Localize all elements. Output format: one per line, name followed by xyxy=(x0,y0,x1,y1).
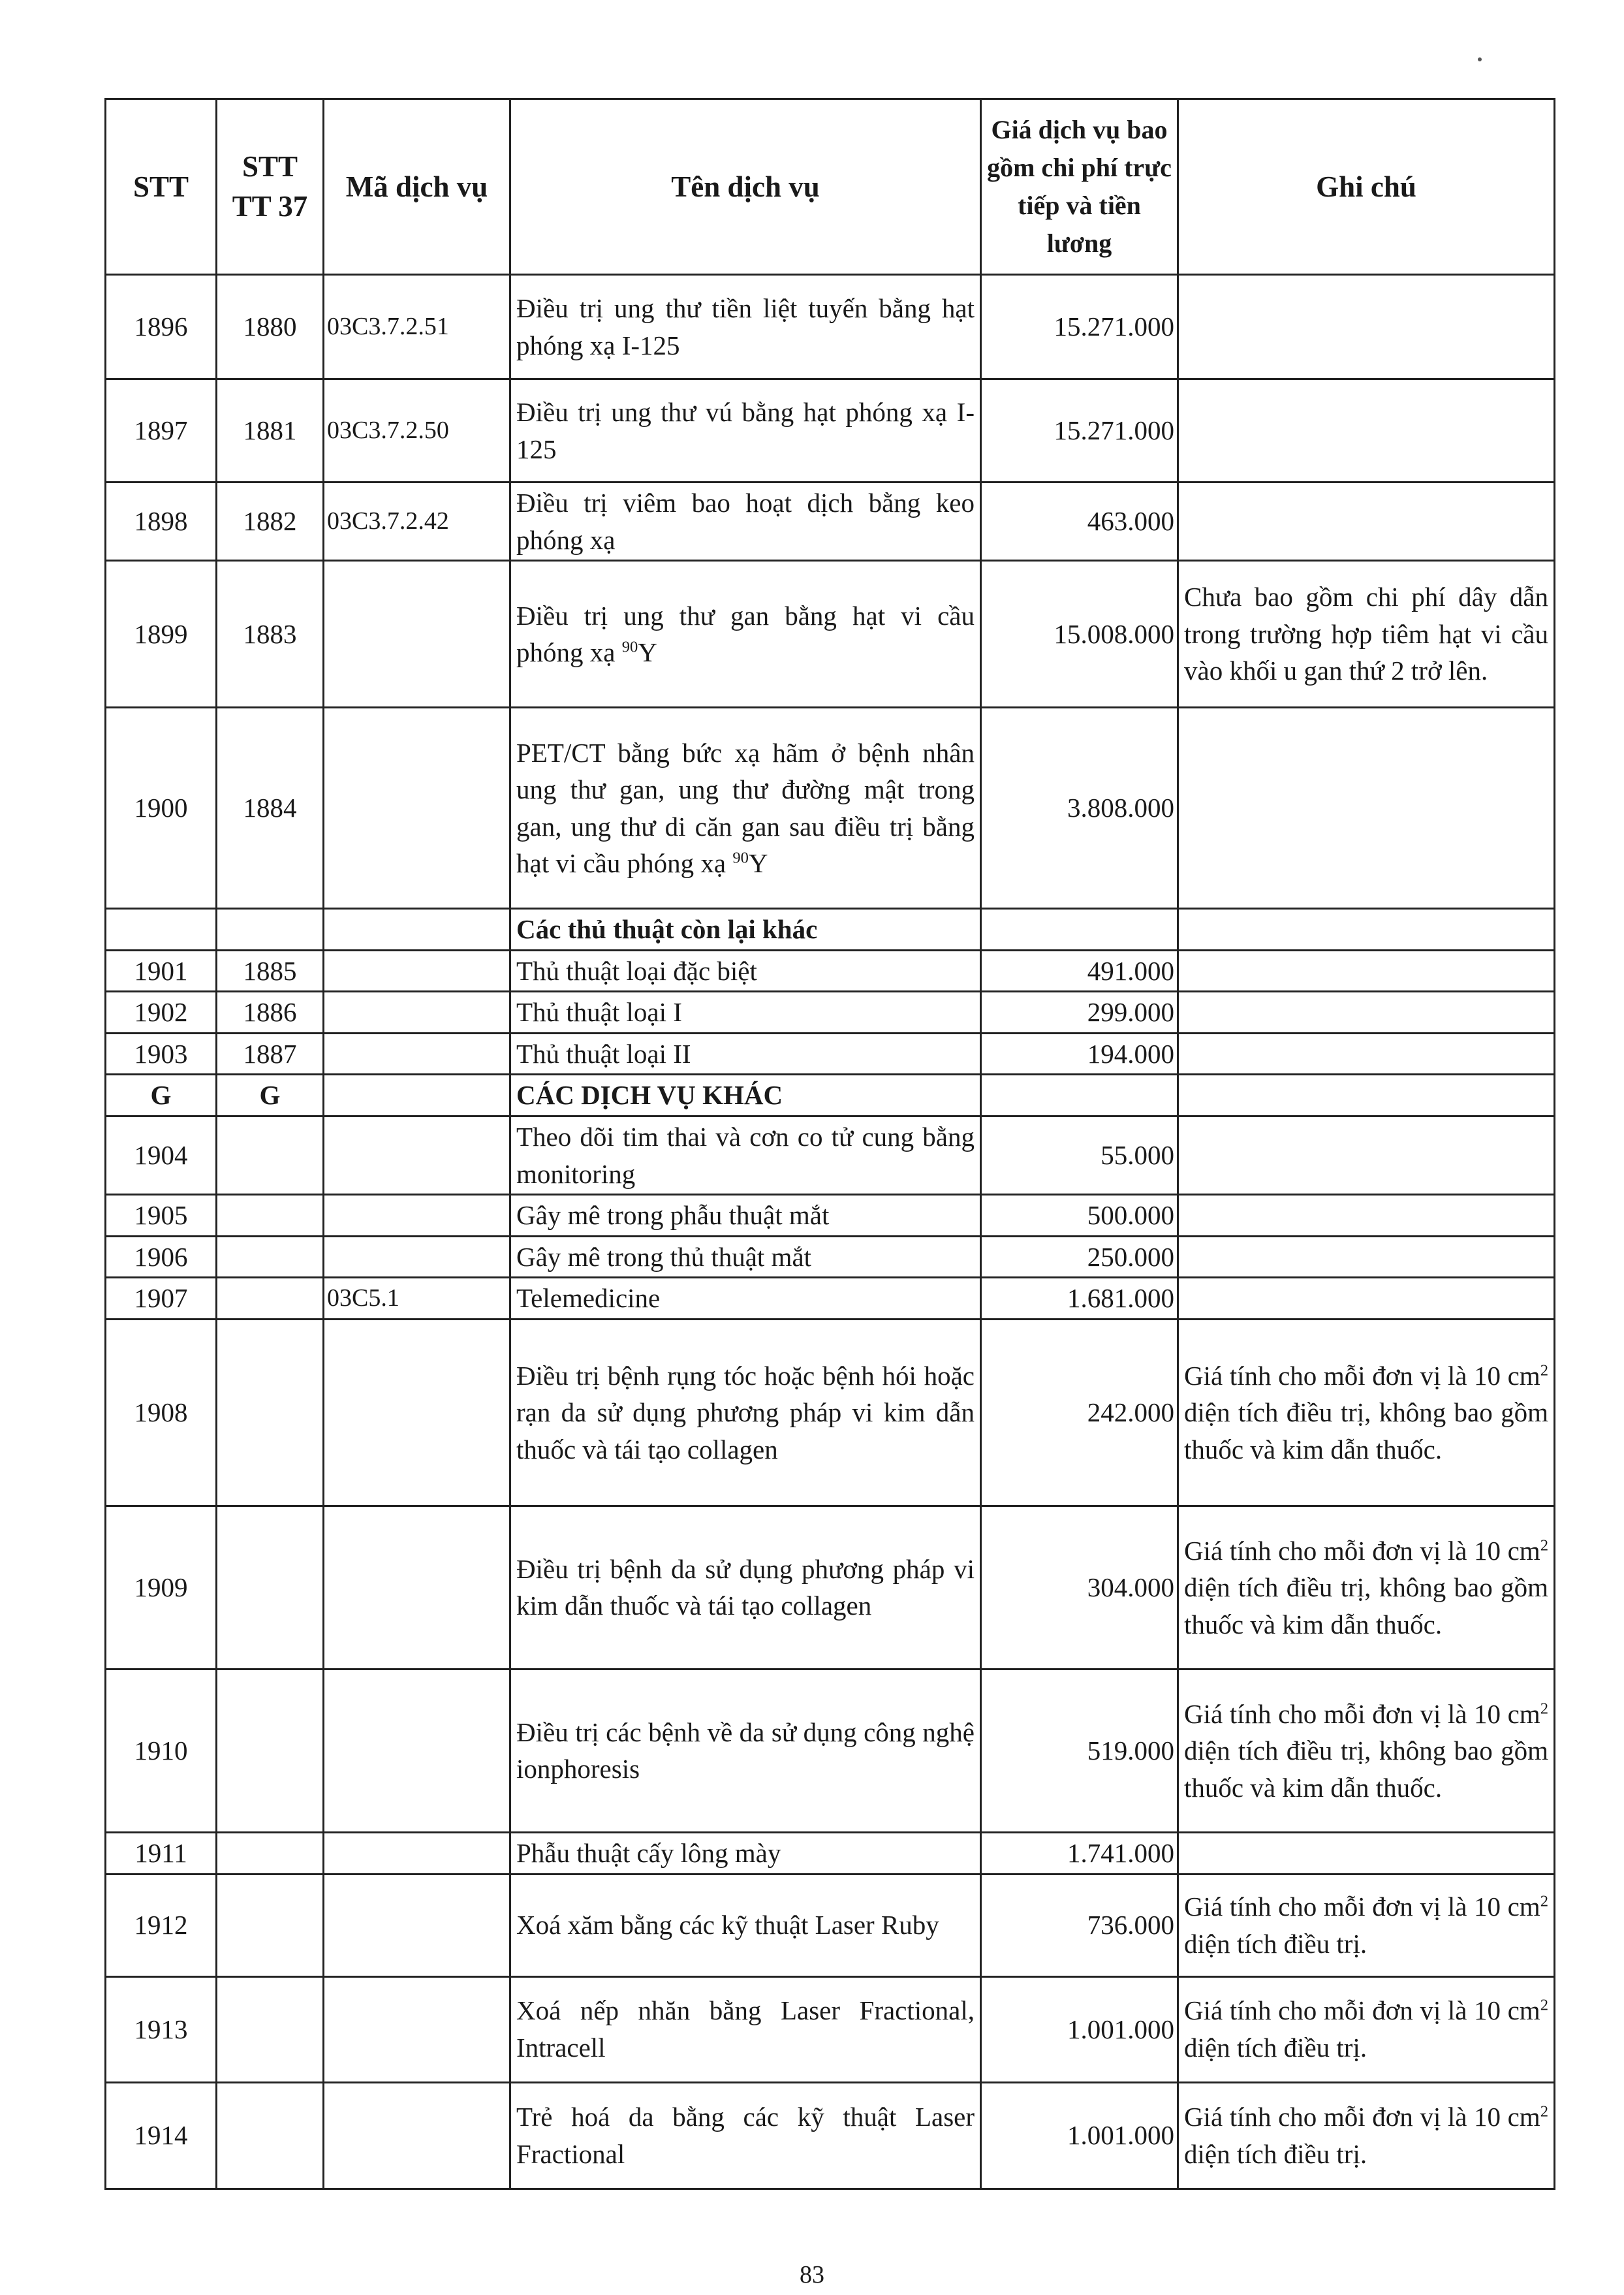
cell-stt37 xyxy=(217,1236,324,1278)
cell-ten: Theo dõi tim thai và cơn co tử cung bằng monitoring xyxy=(510,1116,981,1195)
cell-stt: 1914 xyxy=(106,2082,217,2189)
cell-stt: 1909 xyxy=(106,1506,217,1669)
cell-stt: 1911 xyxy=(106,1832,217,1874)
note-text: Giá tính cho mỗi đơn vị là 10 cm xyxy=(1184,1698,1540,1729)
cell-ghichu xyxy=(1178,275,1555,379)
cell-gia: 3.808.000 xyxy=(981,708,1178,909)
cell-ma xyxy=(324,1075,510,1116)
cell-ma xyxy=(324,950,510,992)
cell-stt: 1905 xyxy=(106,1195,217,1237)
table-row xyxy=(106,1874,1555,1976)
cell-ghichu xyxy=(1178,950,1555,992)
cell-ten: Phẫu thuật cấy lông mày xyxy=(510,1832,981,1874)
cell-gia: 500.000 xyxy=(981,1195,1178,1237)
scan-speck xyxy=(1478,57,1482,61)
ten-text: Điều trị ung thư gan bằng hạt vi cầu phóng xạ xyxy=(516,600,975,668)
cell-ten: Telemedicine xyxy=(510,1278,981,1320)
cell-ten: Thủ thuật loại I xyxy=(510,992,981,1034)
note-text-after: diện tích điều trị. xyxy=(1184,2033,1367,2063)
cell-ten: Xoá nếp nhăn bằng Laser Fractional, Intracell xyxy=(510,1976,981,2082)
cell-ma xyxy=(324,1236,510,1278)
table-row xyxy=(106,2082,1555,2189)
header-ghi-chu: Ghi chú xyxy=(1178,99,1555,275)
cell-gia: 1.001.000 xyxy=(981,1976,1178,2082)
table-row xyxy=(106,561,1555,708)
cell-ten: Điều trị ung thư tiền liệt tuyến bằng hạt phóng xạ I-125 xyxy=(510,275,981,379)
area-exponent: 2 xyxy=(1540,1361,1548,1379)
cell-ghichu xyxy=(1178,708,1555,909)
header-row xyxy=(106,99,1555,275)
cell-gia xyxy=(981,1075,1178,1116)
area-exponent: 2 xyxy=(1540,1699,1548,1717)
cell-stt: 1899 xyxy=(106,561,217,708)
cell-stt: G xyxy=(106,1075,217,1116)
cell-stt: 1903 xyxy=(106,1033,217,1075)
ten-text: PET/CT bằng bức xạ hãm ở bệnh nhân ung thư gan, ung thư đường mật trong gan, ung thư di căn gan sau điều trị bằng hạt vi cầu phóng xạ xyxy=(516,737,975,879)
table-row xyxy=(106,1319,1555,1506)
table-row xyxy=(106,950,1555,992)
cell-ten: Trẻ hoá da bằng các kỹ thuật Laser Fractional xyxy=(510,2082,981,2189)
header-stt: STT xyxy=(106,99,217,275)
table-row xyxy=(106,1506,1555,1669)
area-exponent: 2 xyxy=(1540,2102,1548,2121)
cell-ten: Thủ thuật loại II xyxy=(510,1033,981,1075)
cell-ghichu xyxy=(1178,1236,1555,1278)
cell-stt: 1902 xyxy=(106,992,217,1034)
cell-stt: 1904 xyxy=(106,1116,217,1195)
cell-ma: 03C3.7.2.42 xyxy=(324,483,510,561)
header-gia-dich-vu: Giá dịch vụ bao gồm chi phí trực tiếp và tiền lương xyxy=(981,99,1178,275)
cell-stt37 xyxy=(217,1506,324,1669)
cell-ma xyxy=(324,909,510,951)
table-row xyxy=(106,275,1555,379)
cell-stt37: 1885 xyxy=(217,950,324,992)
cell-stt: 1897 xyxy=(106,379,217,483)
cell-stt: 1896 xyxy=(106,275,217,379)
note-text-after: diện tích điều trị, không bao gồm thuốc và kim dẫn thuốc. xyxy=(1184,1397,1548,1464)
cell-stt37 xyxy=(217,1195,324,1237)
cell-gia: 463.000 xyxy=(981,483,1178,561)
cell-ten: Điều trị các bệnh về da sử dụng công nghệ ionphoresis xyxy=(510,1669,981,1832)
table-row xyxy=(106,708,1555,909)
cell-ma xyxy=(324,1506,510,1669)
cell-ghichu: Chưa bao gồm chi phí dây dẫn trong trường hợp tiêm hạt vi cầu vào khối u gan thứ 2 trở lên. xyxy=(1178,561,1555,708)
cell-ten xyxy=(510,561,981,708)
table-row xyxy=(106,1278,1555,1320)
cell-stt37: 1883 xyxy=(217,561,324,708)
isotope-symbol: Y xyxy=(748,848,768,879)
table-row xyxy=(106,1033,1555,1075)
cell-ten: Gây mê trong phẫu thuật mắt xyxy=(510,1195,981,1237)
cell-ghichu xyxy=(1178,1506,1555,1669)
table-row xyxy=(106,1832,1555,1874)
section-title: CÁC DỊCH VỤ KHÁC xyxy=(510,1075,981,1116)
cell-stt: 1907 xyxy=(106,1278,217,1320)
cell-stt37 xyxy=(217,1669,324,1832)
cell-ghichu xyxy=(1178,1976,1555,2082)
cell-ten: Điều trị ung thư vú bằng hạt phóng xạ I-125 xyxy=(510,379,981,483)
area-exponent: 2 xyxy=(1540,1996,1548,2014)
cell-gia xyxy=(981,909,1178,951)
cell-ghichu xyxy=(1178,909,1555,951)
cell-ma xyxy=(324,1832,510,1874)
cell-stt37: 1882 xyxy=(217,483,324,561)
area-exponent: 2 xyxy=(1540,1892,1548,1910)
cell-ma xyxy=(324,1319,510,1506)
cell-stt37 xyxy=(217,1976,324,2082)
section-row xyxy=(106,1075,1555,1116)
cell-gia: 242.000 xyxy=(981,1319,1178,1506)
cell-gia: 250.000 xyxy=(981,1236,1178,1278)
cell-gia: 15.008.000 xyxy=(981,561,1178,708)
cell-stt37: 1887 xyxy=(217,1033,324,1075)
cell-ghichu xyxy=(1178,1195,1555,1237)
cell-ghichu xyxy=(1178,1033,1555,1075)
cell-ghichu xyxy=(1178,1075,1555,1116)
cell-stt: 1900 xyxy=(106,708,217,909)
cell-ma xyxy=(324,1976,510,2082)
cell-ghichu xyxy=(1178,992,1555,1034)
cell-gia: 299.000 xyxy=(981,992,1178,1034)
isotope-mass: 90 xyxy=(732,849,749,867)
cell-ma xyxy=(324,1669,510,1832)
cell-ma xyxy=(324,708,510,909)
cell-gia: 15.271.000 xyxy=(981,275,1178,379)
cell-ma xyxy=(324,561,510,708)
table-row xyxy=(106,1236,1555,1278)
cell-ma: 03C3.7.2.50 xyxy=(324,379,510,483)
cell-ghichu xyxy=(1178,1874,1555,1976)
table-row xyxy=(106,483,1555,561)
note-text: Giá tính cho mỗi đơn vị là 10 cm xyxy=(1184,1995,1540,2026)
cell-gia: 55.000 xyxy=(981,1116,1178,1195)
cell-stt: 1913 xyxy=(106,1976,217,2082)
table-row xyxy=(106,379,1555,483)
table-row xyxy=(106,1976,1555,2082)
cell-gia: 194.000 xyxy=(981,1033,1178,1075)
isotope-symbol: Y xyxy=(638,637,657,668)
cell-ten: Điều trị bệnh rụng tóc hoặc bệnh hói hoặc rạn da sử dụng phương pháp vi kim dẫn thuốc và tái tạo collagen xyxy=(510,1319,981,1506)
section-row xyxy=(106,909,1555,951)
cell-stt: 1908 xyxy=(106,1319,217,1506)
cell-gia: 15.271.000 xyxy=(981,379,1178,483)
header-stt-tt37: STT TT 37 xyxy=(217,99,324,275)
note-text: Giá tính cho mỗi đơn vị là 10 cm xyxy=(1184,2101,1540,2132)
table-row xyxy=(106,1669,1555,1832)
cell-ma: 03C3.7.2.51 xyxy=(324,275,510,379)
table-row xyxy=(106,1195,1555,1237)
cell-ten: Gây mê trong thủ thuật mắt xyxy=(510,1236,981,1278)
cell-stt37 xyxy=(217,1319,324,1506)
cell-stt37: 1881 xyxy=(217,379,324,483)
cell-stt: 1898 xyxy=(106,483,217,561)
cell-ten: Điều trị bệnh da sử dụng phương pháp vi kim dẫn thuốc và tái tạo collagen xyxy=(510,1506,981,1669)
cell-stt37 xyxy=(217,1874,324,1976)
cell-ghichu xyxy=(1178,1832,1555,1874)
cell-gia: 304.000 xyxy=(981,1506,1178,1669)
cell-stt xyxy=(106,909,217,951)
cell-ma xyxy=(324,1195,510,1237)
price-table xyxy=(104,98,1555,2190)
cell-stt37 xyxy=(217,909,324,951)
table-row xyxy=(106,992,1555,1034)
cell-ghichu xyxy=(1178,1278,1555,1320)
cell-stt37 xyxy=(217,1116,324,1195)
cell-ma xyxy=(324,2082,510,2189)
cell-ma: 03C5.1 xyxy=(324,1278,510,1320)
cell-ghichu xyxy=(1178,483,1555,561)
cell-stt37: 1880 xyxy=(217,275,324,379)
cell-gia: 1.741.000 xyxy=(981,1832,1178,1874)
note-text: Giá tính cho mỗi đơn vị là 10 cm xyxy=(1184,1535,1540,1566)
cell-ten: Điều trị viêm bao hoạt dịch bằng keo phóng xạ xyxy=(510,483,981,561)
cell-ghichu xyxy=(1178,2082,1555,2189)
cell-ma xyxy=(324,1874,510,1976)
cell-stt: 1912 xyxy=(106,1874,217,1976)
cell-gia: 736.000 xyxy=(981,1874,1178,1976)
isotope-mass: 90 xyxy=(621,638,638,656)
note-text: Giá tính cho mỗi đơn vị là 10 cm xyxy=(1184,1360,1540,1391)
cell-stt: 1901 xyxy=(106,950,217,992)
cell-gia: 491.000 xyxy=(981,950,1178,992)
area-exponent: 2 xyxy=(1540,1536,1548,1554)
note-text-after: diện tích điều trị, không bao gồm thuốc và kim dẫn thuốc. xyxy=(1184,1572,1548,1639)
section-title: Các thủ thuật còn lại khác xyxy=(510,909,981,951)
cell-ten xyxy=(510,708,981,909)
cell-stt: 1910 xyxy=(106,1669,217,1832)
cell-stt37 xyxy=(217,2082,324,2189)
cell-ten: Thủ thuật loại đặc biệt xyxy=(510,950,981,992)
note-text-after: diện tích điều trị. xyxy=(1184,2138,1367,2169)
cell-gia: 1.681.000 xyxy=(981,1278,1178,1320)
cell-ten: Xoá xăm bằng các kỹ thuật Laser Ruby xyxy=(510,1874,981,1976)
cell-ghichu xyxy=(1178,379,1555,483)
cell-ghichu xyxy=(1178,1116,1555,1195)
note-text-after: diện tích điều trị, không bao gồm thuốc và kim dẫn thuốc. xyxy=(1184,1735,1548,1803)
note-text-after: diện tích điều trị. xyxy=(1184,1928,1367,1959)
page-number: 83 xyxy=(800,2261,824,2288)
cell-stt37 xyxy=(217,1832,324,1874)
header-ma-dich-vu: Mã dịch vụ xyxy=(324,99,510,275)
cell-ma xyxy=(324,1033,510,1075)
cell-stt37 xyxy=(217,1278,324,1320)
cell-ghichu xyxy=(1178,1319,1555,1506)
cell-ghichu xyxy=(1178,1669,1555,1832)
cell-ma xyxy=(324,1116,510,1195)
cell-gia: 1.001.000 xyxy=(981,2082,1178,2189)
cell-stt: 1906 xyxy=(106,1236,217,1278)
cell-stt37: G xyxy=(217,1075,324,1116)
header-ten-dich-vu: Tên dịch vụ xyxy=(510,99,981,275)
cell-stt37: 1886 xyxy=(217,992,324,1034)
cell-stt37: 1884 xyxy=(217,708,324,909)
note-text: Giá tính cho mỗi đơn vị là 10 cm xyxy=(1184,1891,1540,1922)
cell-ma xyxy=(324,992,510,1034)
table-row xyxy=(106,1116,1555,1195)
cell-gia: 519.000 xyxy=(981,1669,1178,1832)
